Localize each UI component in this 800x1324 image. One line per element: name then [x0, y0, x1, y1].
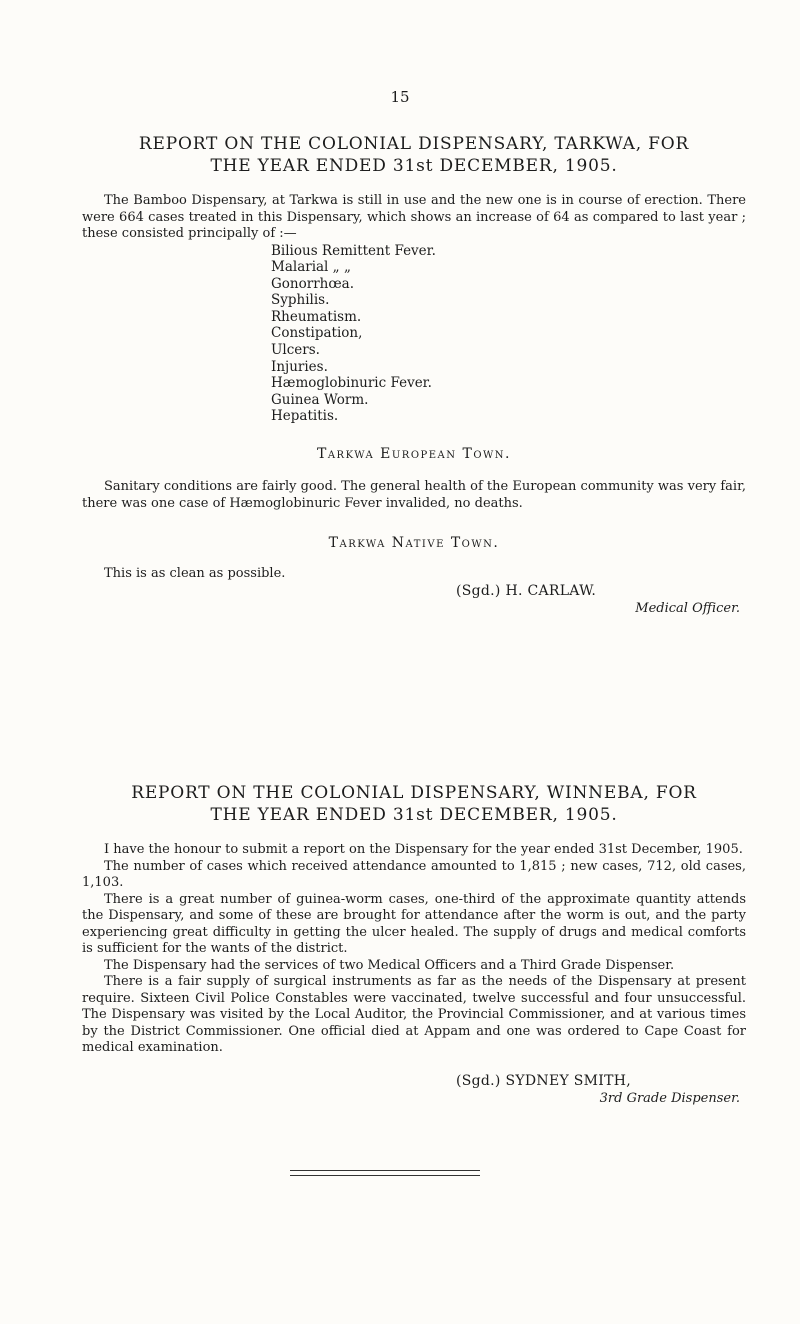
list-item: Syphilis.: [271, 292, 330, 309]
intro-paragraph: The Bamboo Dispensary, at Tarkwa is still in use and the new one is in course of erection. There were 664 cases treated in this Dispensary, which shows an increase of 64 as compared to last year ; these consisted principally of :—: [82, 193, 746, 241]
list-item: Ulcers.: [271, 342, 320, 359]
list-item: Gonorrhœa.: [271, 275, 355, 292]
signatory-title: Medical Officer.: [635, 600, 740, 616]
title-line-1: REPORT ON THE COLONIAL DISPENSARY, TARKWA, FOR: [138, 134, 690, 154]
european-town-paragraph: Sanitary conditions are fairly good. The general health of the European community was very fair, there was one case of Hæmoglobinuric Fever invalided, no deaths.: [82, 479, 746, 511]
conditions-list: [271, 243, 746, 426]
end-rule-divider: [290, 1170, 480, 1176]
list-item: Guinea Worm.: [271, 391, 369, 408]
european-town-heading: Tarkwa European Town.: [317, 446, 511, 463]
opening-paragraph: I have the honour to submit a report on the Dispensary for the year ended 31st December, 1905.: [104, 842, 743, 857]
report-tarkwa: [82, 133, 746, 617]
signatory-title: 3rd Grade Dispenser.: [599, 1090, 740, 1106]
list-item: Bilious Remittent Fever.: [271, 242, 436, 259]
report-title: [82, 133, 746, 177]
instruments-paragraph: There is a fair supply of surgical instruments as far as the needs of the Dispensary at present require. Sixteen Civil Police Constables were vaccinated, twelve successful and four unsuccessful. The Dispensary was visited by the Local Auditor, the Provincial Commissioner, and at various times by the District Commissioner. One official died at Appam and one was ordered to Cape Coast for medical examination.: [82, 974, 746, 1055]
list-item: Rheumatism.: [271, 308, 362, 325]
guinea-worm-paragraph: There is a great number of guinea-worm cases, one-third of the approximate quantity attends the Dispensary, and some of these are brought for attendance after the worm is out, and the party experiencing great difficulty in getting the ulcer healed. The supply of drugs and medical comforts is sufficient for the wants of the district.: [82, 891, 746, 956]
list-item: Malarial „ „: [271, 259, 351, 276]
signature: (Sgd.) H. CARLAW.: [456, 582, 597, 599]
native-town-heading: Tarkwa Native Town.: [328, 535, 500, 552]
signature: (Sgd.) SYDNEY SMITH,: [456, 1072, 632, 1089]
report-winneba: [82, 782, 746, 1107]
list-item: Injuries.: [271, 358, 328, 375]
list-item: Hæmoglobinuric Fever.: [271, 375, 432, 392]
attendance-paragraph: The number of cases which received attendance amounted to 1,815 ; new cases, 712, old cases, 1,103.: [82, 858, 746, 890]
list-item: Constipation,: [271, 325, 363, 342]
title-line-2: THE YEAR ENDED 31st DECEMBER, 1905.: [210, 805, 618, 825]
staff-paragraph: The Dispensary had the services of two Medical Officers and a Third Grade Dispenser.: [104, 957, 675, 973]
title-line-2: THE YEAR ENDED 31st DECEMBER, 1905.: [210, 156, 618, 176]
page-number: 15: [390, 88, 410, 106]
report-title: [82, 782, 746, 826]
list-item: Hepatitis.: [271, 408, 339, 425]
native-town-paragraph: This is as clean as possible.: [104, 566, 286, 582]
title-line-1: REPORT ON THE COLONIAL DISPENSARY, WINNEBA, FOR: [131, 783, 697, 803]
